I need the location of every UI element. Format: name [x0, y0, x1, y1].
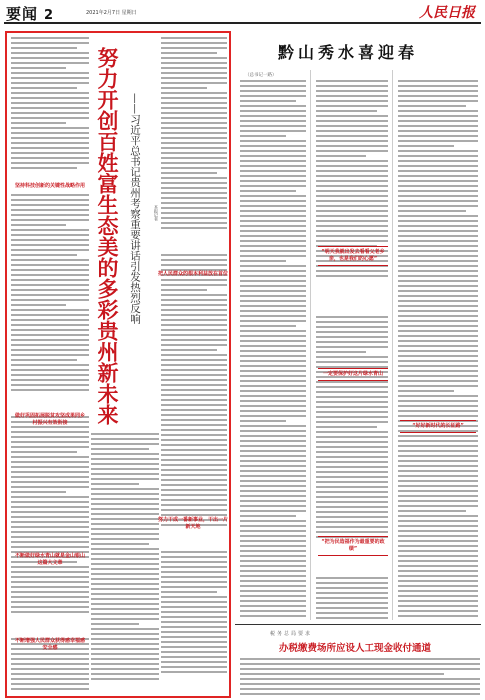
subhead-1: 坚持科技创新的关键性战略作用 — [14, 183, 85, 189]
pull-quote-1: “明天我就出发去看看父老乡亲，也是我们的心愿” — [318, 246, 388, 266]
right-column-3 — [398, 80, 478, 620]
right-article-title: 黔山秀水喜迎春 — [277, 43, 418, 62]
bottom-kicker: 税务总局要求 — [270, 631, 313, 637]
bottom-title: 办税缴费场所应设人工现金收付通道 — [278, 643, 431, 654]
article-column-2 — [91, 433, 159, 688]
article-column-1 — [11, 37, 89, 692]
article-subtitle: ——习近平总书记贵州考察重要讲话引发热烈反响 — [129, 93, 141, 324]
date-line: 2021年2月7日 星期日 — [86, 10, 137, 16]
subhead-5: 努力干成一番新事业，干出一片新天地 — [157, 517, 228, 530]
subhead-6: 不断做好绿水青山就是金山银山这篇大文章 — [14, 553, 85, 566]
subhead-4: 把人民群众的根本利益放在首位 — [157, 271, 228, 277]
column-divider — [392, 70, 393, 620]
highlighted-article[interactable] — [5, 31, 231, 698]
column-divider — [310, 70, 311, 620]
article-title: 努力开创百姓富生态美的多彩贵州新未来 — [95, 47, 120, 425]
pull-quote-4: “把为民造福作为最重要的政绩” — [318, 536, 388, 556]
header-rule — [4, 22, 481, 24]
bottom-rule — [235, 624, 481, 625]
page-header — [0, 0, 485, 26]
subhead-2: 做好巩固拓展脱贫攻坚成果同乡村振兴有效衔接 — [14, 413, 85, 426]
pull-quote-3: “好好新时代的长征路” — [400, 420, 476, 433]
article-column-3 — [161, 37, 227, 692]
section-name: 要闻 — [6, 5, 39, 23]
section-marker: （总书记一路） — [245, 73, 277, 78]
page-number: 2 — [44, 8, 55, 23]
subhead-3: 不断增强人民群众获得感幸福感安全感 — [14, 638, 85, 651]
section-label — [6, 3, 54, 24]
newspaper-logo: 人民日报 — [419, 5, 475, 21]
pull-quote-2: 一定要保护好这片绿水青山 — [318, 368, 388, 381]
byline: 本报记者 — [154, 205, 159, 221]
right-column-1 — [240, 80, 306, 620]
bottom-text — [240, 658, 480, 698]
